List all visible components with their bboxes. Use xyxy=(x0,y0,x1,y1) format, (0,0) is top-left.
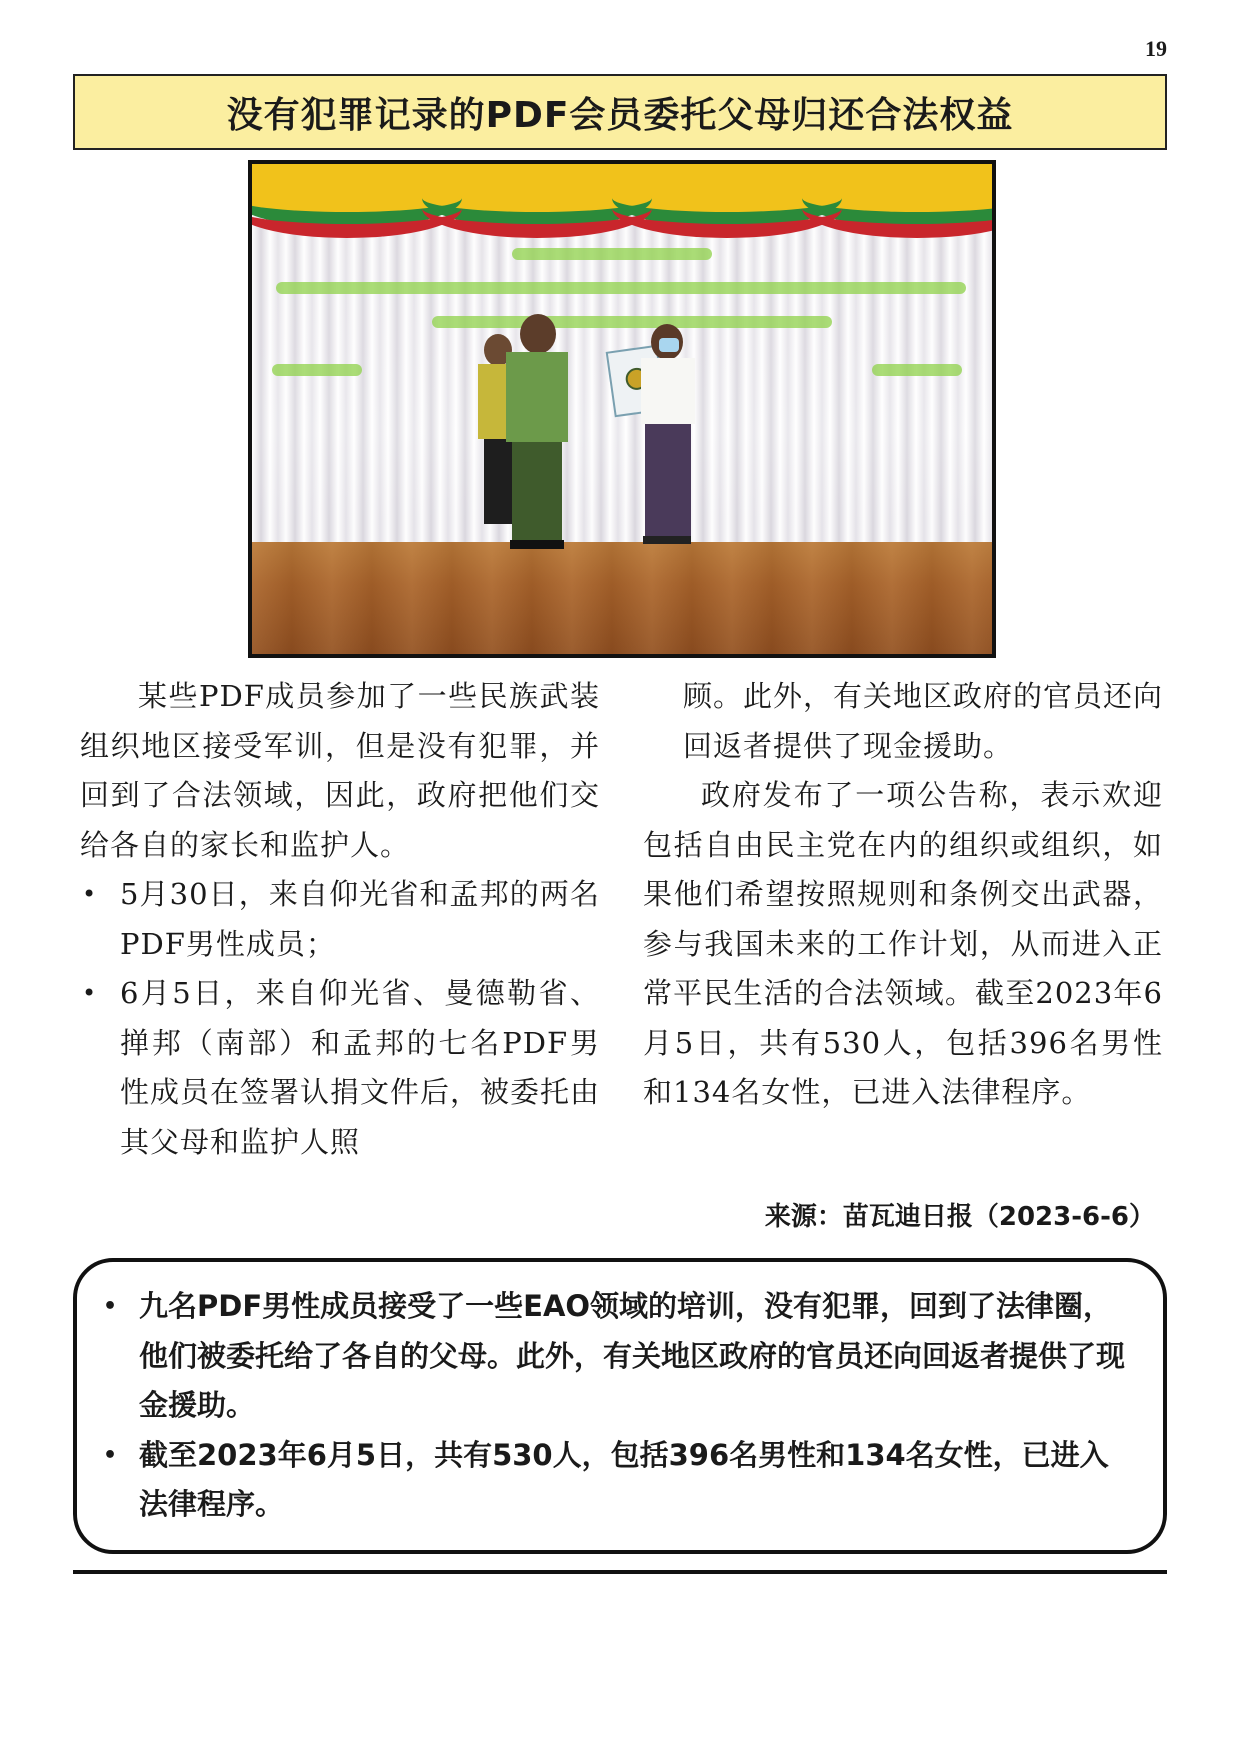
ceremony-photo xyxy=(248,160,996,658)
wooden-floor xyxy=(252,542,992,658)
backdrop-script-line-1 xyxy=(512,248,712,260)
summary-list xyxy=(103,1282,1137,1530)
article-column-left xyxy=(80,672,600,1167)
article-bullet-may-30: • 5月30日，来自仰光省和孟邦的两名PDF男性成员； xyxy=(80,870,600,969)
article-bullet-continuation: 顾。此外，有关地区政府的官员还向回返者提供了现金援助。 xyxy=(683,679,1164,763)
source-citation: 来源：苗瓦迪日报（2023-6-6） xyxy=(764,1202,1155,1232)
article-bullet-list xyxy=(80,870,600,1167)
backdrop-script-place xyxy=(872,364,962,376)
article-intro: 某些PDF成员参加了一些民族武装组织地区接受军训，但是没有犯罪，并回到了合法领域，因此，政府把他们交给各自的家长和监护人。 xyxy=(80,679,600,862)
article-column-right xyxy=(643,672,1163,1118)
backdrop-script-date xyxy=(272,364,362,376)
summary-item: • 截至2023年6月5日，共有530人，包括396名男性和134名女性，已进入法律程序。 xyxy=(103,1431,1137,1530)
summary-item: • 九名PDF男性成员接受了一些EAO领域的培训，没有犯罪，回到了法律圈，他们被委托给了各自的父母。此外，有关地区政府的官员还向回返者提供了现金援助。 xyxy=(103,1282,1137,1431)
person-officer xyxy=(502,314,572,549)
summary-box xyxy=(73,1258,1167,1554)
backdrop-script-line-2 xyxy=(276,282,966,294)
article-title: 没有犯罪记录的PDF会员委托父母归还合法权益 xyxy=(226,94,1014,136)
person-recipient xyxy=(637,324,697,549)
title-box xyxy=(73,74,1167,150)
article-bullet-june-5 xyxy=(80,969,600,1167)
article-bullet-june-5-text: 6月5日，来自仰光省、曼德勒省、掸邦（南部）和孟邦的七名PDF男性成员在签署认捐文件后，被委托由其父母和监护人照 xyxy=(120,976,601,1159)
page-number: 19 xyxy=(1145,36,1167,61)
backdrop-script-line-3 xyxy=(432,316,832,328)
article-paragraph-2: 政府发布了一项公告称，表示欢迎包括自由民主党在内的组织或组织，如果他们希望按照规则和条例交出武器，参与我国未来的工作计划，从而进入正常平民生活的合法领域。截至2023年6月5日，共有530人，包括396名男性和134名女性，已进入法律程序。 xyxy=(643,778,1163,1109)
bottom-divider xyxy=(73,1570,1167,1574)
